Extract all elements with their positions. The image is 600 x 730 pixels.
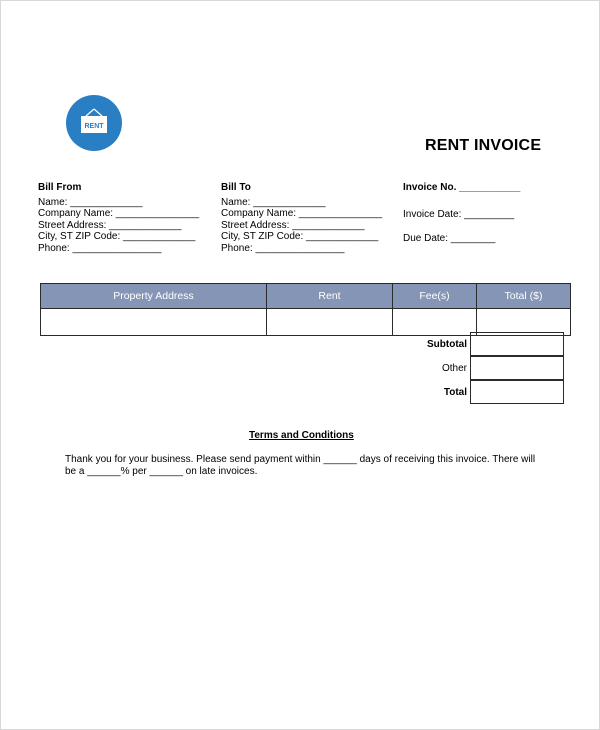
- bill-from-phone: Phone: ________________: [38, 242, 162, 254]
- bill-to-company: Company Name: _______________: [221, 208, 383, 219]
- bill-from-company: Company Name: _______________: [38, 208, 200, 219]
- subtotal-row: [300, 332, 564, 355]
- terms-body: Thank you for your business. Please send payment within ______ days of receiving this invoice. There will be a ______% per ______ on late invoices.: [65, 454, 536, 477]
- due-date: Due Date: ________: [403, 233, 496, 244]
- total-field[interactable]: [470, 380, 564, 404]
- rent-sign-icon: [66, 95, 122, 151]
- rent-sign-logo: [66, 95, 122, 151]
- subtotal-label: Subtotal: [427, 339, 467, 350]
- header-rent: Rent: [267, 284, 393, 309]
- bill-to-phone: Phone: ________________: [221, 242, 345, 254]
- total-row: [300, 380, 564, 403]
- cell-property-address[interactable]: [41, 309, 267, 336]
- total-label: Total: [443, 387, 467, 398]
- table-header-row: [41, 284, 571, 309]
- header-total: Total ($): [477, 284, 571, 309]
- bill-from-heading: Bill From: [38, 182, 82, 193]
- other-row: [300, 356, 564, 379]
- other-label: Other: [441, 363, 467, 374]
- other-field[interactable]: [470, 356, 564, 380]
- subtotal-field[interactable]: [470, 332, 564, 356]
- logo-label: RENT: [84, 123, 104, 130]
- invoice-date: Invoice Date: _________: [403, 209, 515, 220]
- terms-title: Terms and Conditions: [249, 430, 354, 441]
- bill-from-section: [38, 182, 199, 254]
- invoice-number: Invoice No. ___________: [403, 182, 521, 193]
- header-property-address: Property Address: [41, 284, 267, 309]
- bill-to-heading: Bill To: [221, 182, 251, 193]
- rent-items-table: [40, 283, 571, 336]
- header-fees: Fee(s): [393, 284, 477, 309]
- bill-from-street: Street Address: _____________: [38, 219, 182, 231]
- bill-from-name: Name: _____________: [38, 196, 143, 208]
- bill-to-section: [221, 182, 382, 254]
- invoice-title: RENT INVOICE: [425, 137, 542, 154]
- bill-from-city: City, ST ZIP Code: _____________: [38, 231, 196, 242]
- bill-to-name: Name: _____________: [221, 196, 326, 208]
- bill-to-street: Street Address: _____________: [221, 219, 365, 231]
- bill-to-city: City, ST ZIP Code: _____________: [221, 231, 379, 242]
